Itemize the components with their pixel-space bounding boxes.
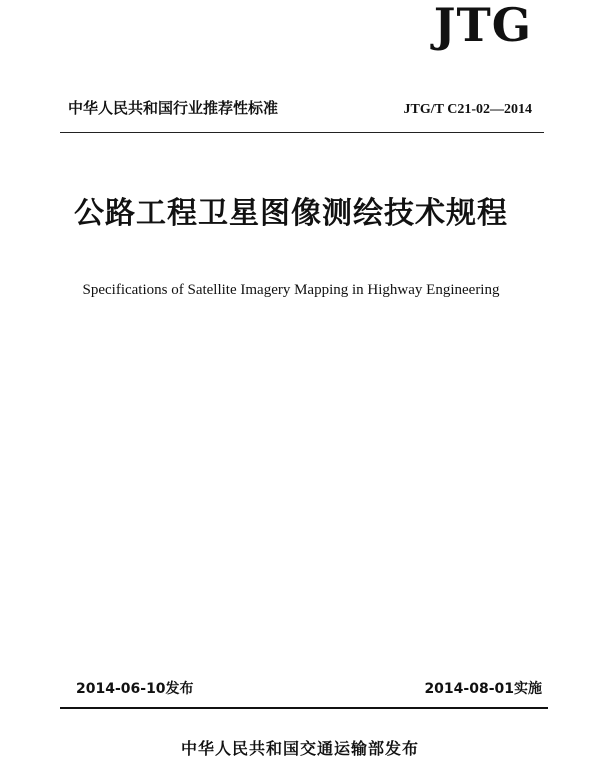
publisher: 中华人民共和国交通运输部发布 bbox=[180, 739, 419, 758]
document-title-english: Specifications of Satellite Imagery Mapping in Highway Engineering bbox=[82, 282, 500, 298]
standard-category: 中华人民共和国行业推荐性标准 bbox=[68, 99, 279, 117]
header-divider bbox=[60, 132, 544, 133]
document-title-chinese: 公路工程卫星图像测绘技术规程 bbox=[74, 196, 508, 231]
issue-date: 2014-06-10发布 bbox=[76, 681, 194, 697]
footer-divider bbox=[60, 707, 548, 709]
standard-number: JTG/T C21-02—2014 bbox=[403, 102, 532, 117]
effective-date: 2014-08-01实施 bbox=[424, 681, 542, 697]
jtg-logo: JTG bbox=[433, 0, 532, 52]
